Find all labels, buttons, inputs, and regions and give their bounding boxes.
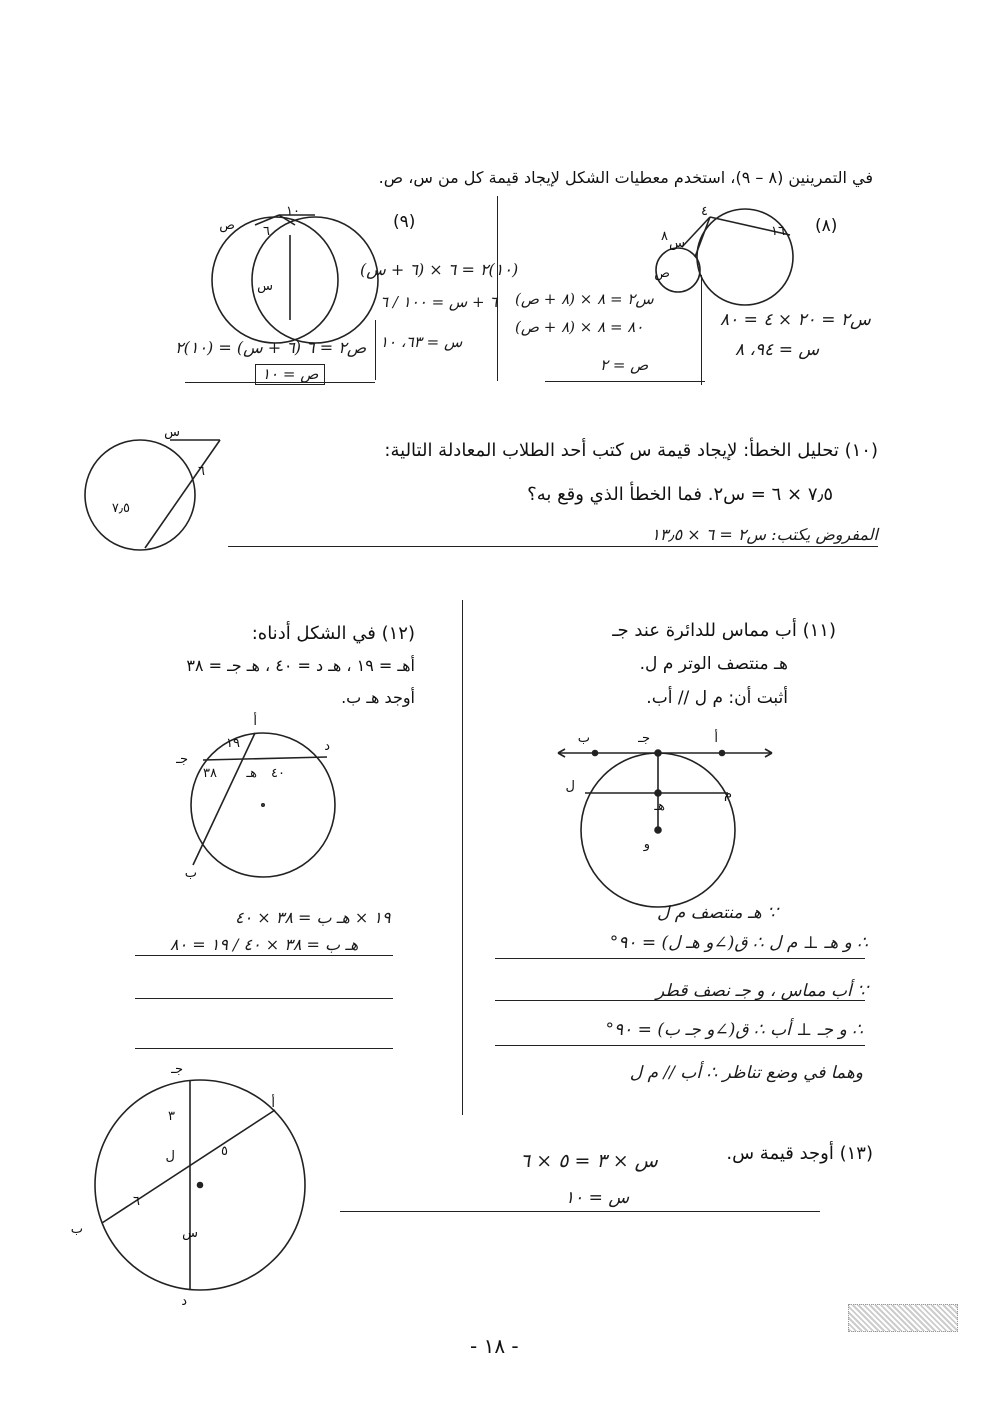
ex11-line2: هـ منتصف الوتر م ل. — [639, 654, 788, 674]
ex11-label-l: ل — [565, 779, 575, 794]
ex11-line-a — [495, 958, 865, 959]
ex12-chord-ab — [193, 733, 255, 865]
ex11-proof-line1: ∵ هـ منتصف م ل — [657, 903, 778, 923]
ex9-label-x: س — [257, 279, 273, 294]
divider-8-9 — [497, 196, 498, 381]
ex11-label-b: ب — [577, 731, 590, 746]
ex10-answer-line — [228, 546, 878, 547]
ex9-work-line1: (١٠)٢ = ٦ × (٦ + س) — [360, 260, 519, 279]
instruction-text: في التمرينين (٨ – ٩)، استخدم معطيات الشكل لإيجاد قيمة كل من س، ص. — [378, 168, 873, 187]
ex13-work: س × ٣ = ٥ × ٦ — [520, 1150, 658, 1172]
ex8-label-y: ص — [654, 266, 670, 281]
ex13-label-j: جـ — [171, 1062, 183, 1077]
ex9-answer-line — [185, 382, 375, 383]
ex9-figure — [205, 205, 365, 335]
ex11-proof-line4: ∴ و جـ ⊥ أب ∴ ق(∠و جـ ب) = ٩٠° — [605, 1020, 863, 1040]
ex13-center — [198, 1183, 203, 1188]
ex12-label-d: د — [324, 739, 330, 754]
ex8-number: (٨) — [815, 216, 838, 236]
ex12-center — [262, 804, 264, 806]
ex11-proof-line3: ∵ أب مماس ، و جـ نصف قطر — [656, 981, 868, 1001]
ex12-label-forty: ٤٠ — [271, 766, 285, 781]
ex11-label-m: م — [723, 787, 732, 802]
ex12-label-thirtyeight: ٣٨ — [203, 766, 217, 781]
ex13-answer-line — [340, 1211, 820, 1212]
ex13-label-three: ٣ — [168, 1109, 175, 1124]
ex9-label-ten: ١٠ — [286, 204, 300, 219]
ex13-label-six: ٦ — [133, 1194, 140, 1209]
ex13-figure — [70, 1062, 320, 1309]
ex10-label-seven-five: ٧٫٥ — [111, 501, 130, 516]
ex12-label-h: هـ — [246, 766, 257, 781]
divider-9-work — [375, 320, 376, 380]
ex12-label-b: ب — [184, 866, 197, 881]
ex10-label-six: ٦ — [198, 464, 205, 479]
ex11-point-b — [593, 751, 598, 756]
ex8-answer-line — [545, 381, 705, 382]
ex11-point-o — [655, 827, 661, 833]
ex12-work-line1: ١٩ × هـ ب = ٣٨ × ٤٠ — [235, 908, 391, 927]
ex10-answer: المفروض يكتب: س٢ = ٦ × ١٣٫٥ — [651, 525, 878, 544]
ex12-work-line2: هـ ب = ٣٨ × ٤٠ / ١٩ = ٨٠ — [170, 935, 359, 954]
scan-stamp — [848, 1304, 958, 1332]
ex12-label-a: أ — [253, 714, 257, 729]
ex11-label-h: هـ — [654, 799, 665, 814]
ex9-work-line4: ص٢ = ٦ (٦ + س) = (١٠)٢ — [175, 338, 367, 357]
ex12-line-c — [135, 1048, 393, 1049]
ex11-label-j: جـ — [638, 731, 650, 746]
ex11-point-a — [720, 751, 725, 756]
ex13-label-b: ب — [70, 1222, 83, 1237]
ex13-prompt: (١٣) أوجد قيمة س. — [726, 1143, 873, 1164]
ex12-circle — [191, 733, 335, 877]
ex8-work-line1: س٢ = ٢٠ × ٤ = ٨٠ — [720, 310, 871, 330]
ex8-work-line2: س = ٩٤، ٨ — [735, 340, 820, 360]
ex8-label-four: ٤ — [701, 204, 708, 219]
ex10-label-x: س — [164, 425, 180, 440]
ex12-label-j: جـ — [176, 752, 188, 767]
ex9-number: (٩) — [393, 212, 416, 232]
ex11-point-h — [655, 790, 661, 796]
ex8-work-line5: ص = ٢ — [600, 356, 649, 374]
ex8-secant-a — [682, 217, 710, 247]
ex9-work-line3: س = ٦٣، ١٠ — [380, 333, 463, 351]
ex12-line2: أهـ = ١٩ ، هـ د = ٤٠ ، هـ جـ = ٣٨ — [186, 656, 415, 675]
ex11-proof-line2: ∴ و هـ ⊥ م ل ∴ ق(∠و هـ ل) = ٩٠° — [609, 933, 868, 953]
ex10-figure — [80, 425, 230, 555]
ex12-label-nineteen: ١٩ — [226, 736, 240, 751]
ex11-line1: (١١) أب مماس للدائرة عند جـ — [612, 620, 836, 641]
ex9-label-six: ٦ — [263, 224, 270, 239]
ex12-chord-jd — [203, 757, 327, 760]
ex12-line-a — [135, 955, 393, 956]
page-number: - ١٨ - — [470, 1334, 519, 1358]
ex8-label-x: س — [669, 236, 685, 251]
ex11-line-b — [495, 1000, 865, 1001]
ex13-label-five: ٥ — [221, 1144, 228, 1159]
ex13-label-l: ل — [165, 1149, 175, 1164]
ex13-answer: س = ١٠ — [565, 1188, 630, 1208]
ex8-figure — [650, 205, 810, 315]
ex9-work-line2: ٦ + س = ١٠٠ / ٦ — [380, 293, 498, 311]
ex13-label-a: أ — [271, 1096, 275, 1111]
ex10-circle — [85, 440, 195, 550]
ex11-line3: أثبت أن: م ل // أب. — [646, 688, 788, 708]
ex11-line-c — [495, 1045, 865, 1046]
ex11-proof-line5: وهما في وضع تناظر ∴ أب // م ل — [629, 1063, 863, 1083]
ex11-label-a: أ — [714, 731, 718, 746]
ex9-label-y: ص — [219, 218, 235, 233]
ex10-question-line1: (١٠) تحليل الخطأ: لإيجاد قيمة س كتب أحد الطلاب المعادلة التالية: — [384, 440, 878, 461]
ex9-circle-left — [212, 217, 338, 343]
ex8-label-sixteen: ١٦ — [771, 224, 785, 239]
ex12-line3: أوجد هـ ب. — [341, 688, 415, 707]
ex13-label-d: د — [181, 1294, 187, 1309]
ex12-line-b — [135, 998, 393, 999]
ex10-secant — [145, 440, 220, 548]
ex8-label-eight: ٨ — [661, 229, 668, 244]
ex11-point-j — [655, 750, 661, 756]
ex13-label-x: س — [182, 1226, 198, 1241]
ex8-work-line4: ٨٠ = ٨ × (٨ + ص) — [515, 318, 644, 336]
divider-11-12 — [462, 600, 463, 1115]
ex12-line1: (١٢) في الشكل أدناه: — [251, 623, 415, 644]
ex11-label-o: و — [643, 837, 650, 852]
ex11-figure — [550, 728, 780, 903]
ex12-figure — [176, 714, 350, 885]
ex8-tangent — [695, 217, 710, 257]
ex8-work-line3: س٢ = ٨ × (٨ + ص) — [515, 290, 654, 308]
ex10-question-line2: ٧٫٥ × ٦ = س٢. فما الخطأ الذي وقع به؟ — [527, 484, 833, 505]
ex13-chord-ab — [102, 1110, 275, 1223]
ex9-answer: ص = ١٠ — [255, 364, 325, 385]
